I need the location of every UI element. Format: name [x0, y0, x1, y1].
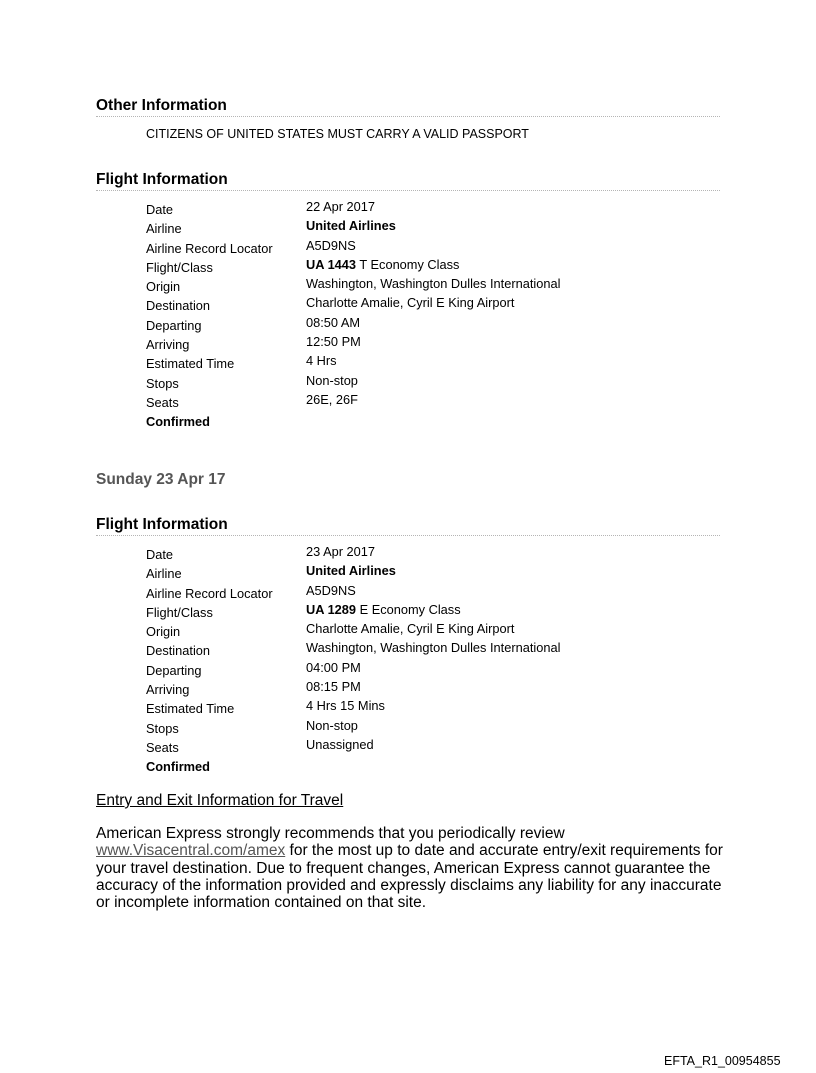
estimated-time-value: 4 Hrs	[306, 353, 337, 369]
estimated-time-label: Estimated Time	[146, 701, 235, 717]
flight-number: UA 1443	[306, 256, 357, 272]
flight2-origin-row	[146, 621, 706, 640]
stops-value: Non-stop	[306, 717, 358, 733]
flight1-status: Confirmed	[146, 414, 210, 430]
origin-value: Washington, Washington Dulles International	[306, 276, 561, 292]
departing-value: 04:00 PM	[306, 659, 361, 675]
flight1-record-locator-row	[146, 238, 706, 257]
flight2-title: Flight Information	[96, 516, 720, 536]
passport-notice: CITIZENS OF UNITED STATES MUST CARRY A VALID PASSPORT	[146, 127, 529, 141]
flight2-airline-row	[146, 563, 706, 582]
flight2-details	[146, 544, 706, 774]
flight-number: UA 1289	[306, 601, 357, 617]
airline-label: Airline	[146, 566, 182, 582]
origin-label: Origin	[146, 624, 181, 640]
flight1-estimated-time-row	[146, 353, 706, 372]
flight1-arriving-row	[146, 334, 706, 353]
date-value: 23 Apr 2017	[306, 544, 376, 559]
visacentral-link[interactable]: www.Visacentral.com/amex	[96, 842, 286, 860]
document-id: EFTA_R1_00954855	[664, 1054, 781, 1068]
airline-label: Airline	[146, 221, 182, 237]
departing-label: Departing	[146, 317, 202, 333]
flight2-estimated-time-row	[146, 698, 706, 717]
day-heading: Sunday 23 Apr 17	[96, 471, 226, 488]
other-information-title: Other Information	[96, 97, 720, 117]
origin-value: Charlotte Amalie, Cyril E King Airport	[306, 621, 515, 637]
date-value: 22 Apr 2017	[306, 199, 376, 214]
flight1-stops-row	[146, 373, 706, 392]
flight-class: E Economy Class	[356, 601, 461, 617]
date-label: Date	[146, 547, 174, 562]
flight-class: T Economy Class	[356, 256, 460, 272]
flight-class-value	[306, 602, 706, 617]
flight1-title: Flight Information	[96, 171, 720, 191]
destination-value: Washington, Washington Dulles International	[306, 640, 561, 656]
flight1-seats-row	[146, 392, 706, 411]
airline-value: United Airlines	[306, 218, 396, 234]
flight2-status: Confirmed	[146, 759, 210, 775]
flight2-flight-class-row	[146, 602, 706, 621]
flight2-arriving-row	[146, 679, 706, 698]
entry-exit-title: Entry and Exit Information for Travel	[96, 792, 344, 809]
seats-label: Seats	[146, 739, 179, 755]
origin-label: Origin	[146, 279, 181, 295]
entry-exit-text	[96, 825, 736, 911]
flight1-destination-row	[146, 295, 706, 314]
record-locator-label: Airline Record Locator	[146, 240, 273, 256]
destination-label: Destination	[146, 643, 211, 659]
stops-value: Non-stop	[306, 372, 358, 388]
arriving-label: Arriving	[146, 682, 190, 698]
flight-class-value	[306, 257, 706, 272]
flight1-details	[146, 199, 706, 429]
flight1-departing-row	[146, 315, 706, 334]
record-locator-value: A5D9NS	[306, 582, 356, 598]
flight2-date-row	[146, 544, 706, 563]
stops-label: Stops	[146, 375, 179, 391]
seats-value: Unassigned	[306, 736, 374, 752]
departing-value: 08:50 AM	[306, 314, 361, 330]
flight1-flight-class-row	[146, 257, 706, 276]
departing-label: Departing	[146, 662, 202, 678]
record-locator-label: Airline Record Locator	[146, 585, 273, 601]
flight2-destination-row	[146, 640, 706, 659]
flight1-date-row	[146, 199, 706, 218]
flight2-stops-row	[146, 718, 706, 737]
estimated-time-value: 4 Hrs 15 Mins	[306, 698, 385, 714]
date-label: Date	[146, 202, 174, 217]
arriving-value: 08:15 PM	[306, 679, 361, 695]
flight-class-label: Flight/Class	[146, 604, 213, 620]
flight2-record-locator-row	[146, 583, 706, 602]
entry-exit-text-before: American Express strongly recommends that you periodically review	[96, 825, 565, 842]
arriving-value: 12:50 PM	[306, 334, 361, 350]
destination-label: Destination	[146, 298, 211, 314]
arriving-label: Arriving	[146, 337, 190, 353]
estimated-time-label: Estimated Time	[146, 356, 235, 372]
flight2-seats-row	[146, 737, 706, 756]
flight1-origin-row	[146, 276, 706, 295]
flight-class-label: Flight/Class	[146, 259, 213, 275]
entry-exit-text-after: for the most up to date and accurate entry/exit requirements for your travel destination. Due to frequent changes, American Express cannot guarantee the accuracy of the information provided and expressly disclaims any liability for any inaccurate or incomplete information contained on that site.	[96, 842, 723, 912]
flight2-departing-row	[146, 660, 706, 679]
airline-value: United Airlines	[306, 563, 396, 579]
destination-value: Charlotte Amalie, Cyril E King Airport	[306, 295, 515, 311]
seats-value: 26E, 26F	[306, 391, 358, 407]
stops-label: Stops	[146, 720, 179, 736]
flight1-airline-row	[146, 218, 706, 237]
seats-label: Seats	[146, 394, 179, 410]
record-locator-value: A5D9NS	[306, 237, 356, 253]
